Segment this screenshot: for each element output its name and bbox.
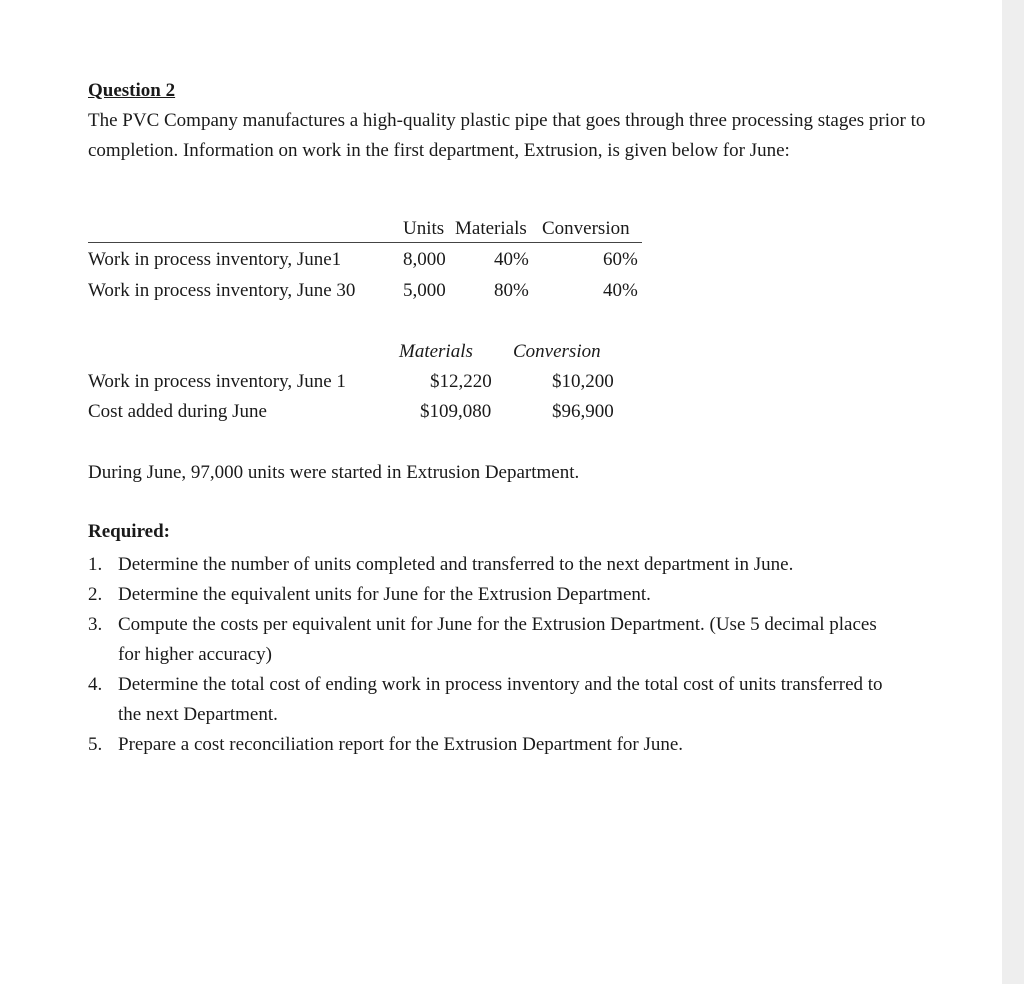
started-units-note: During June, 97,000 units were started in Extrusion Department.: [88, 462, 580, 483]
item-text: Compute the costs per equivalent unit for June for the Extrusion Department. (Use 5 decimal places for higher accuracy): [118, 614, 877, 665]
cost-materials-header: Materials: [399, 341, 473, 362]
item-text: Determine the number of units completed and transferred to the next department in June.: [118, 554, 794, 575]
item-number: 3.: [88, 614, 103, 635]
materials-header: Materials: [455, 218, 527, 239]
cost-row-conversion: $10,200: [552, 371, 614, 392]
units-row-label: Work in process inventory, June1: [88, 249, 342, 270]
units-header: Units: [403, 218, 445, 239]
question-title: Question 2: [88, 80, 176, 101]
cost-conversion-header: Conversion: [513, 341, 601, 362]
cost-row-materials: $109,080: [420, 401, 492, 422]
required-list: [88, 550, 888, 760]
page-edge-strip: [1002, 0, 1024, 984]
required-item: [88, 610, 888, 670]
item-text: Determine the total cost of ending work in process inventory and the total cost of units transferred to the next Department.: [118, 674, 883, 725]
item-number: 1.: [88, 554, 103, 575]
item-text: Prepare a cost reconciliation report for the Extrusion Department for June.: [118, 734, 684, 755]
conversion-header: Conversion: [542, 218, 630, 239]
item-number: 2.: [88, 584, 103, 605]
cost-row-conversion: $96,900: [552, 401, 614, 422]
question-intro: The PVC Company manufactures a high-quality plastic pipe that goes through three processing stages prior to completion. Information on work in the first department, Extrusion, is given below for June:: [88, 110, 926, 161]
units-row-units: 8,000: [403, 249, 446, 270]
units-row-materials: 80%: [494, 280, 529, 301]
cost-row-materials: $12,220: [430, 371, 492, 392]
cost-row-label: Work in process inventory, June 1: [88, 371, 346, 392]
units-row-label: Work in process inventory, June 30: [88, 280, 356, 301]
question-block: [88, 76, 928, 166]
required-title: Required:: [88, 521, 170, 542]
item-number: 4.: [88, 674, 103, 695]
item-text: Determine the equivalent units for June for the Extrusion Department.: [118, 584, 651, 605]
required-item: [88, 580, 888, 610]
table-divider: [88, 242, 642, 243]
units-row-conversion: 40%: [603, 280, 638, 301]
required-item: [88, 730, 888, 760]
cost-row-label: Cost added during June: [88, 401, 267, 422]
required-item: [88, 550, 888, 580]
item-number: 5.: [88, 734, 103, 755]
required-item: [88, 670, 888, 730]
units-row-conversion: 60%: [603, 249, 638, 270]
units-row-units: 5,000: [403, 280, 446, 301]
units-row-materials: 40%: [494, 249, 529, 270]
